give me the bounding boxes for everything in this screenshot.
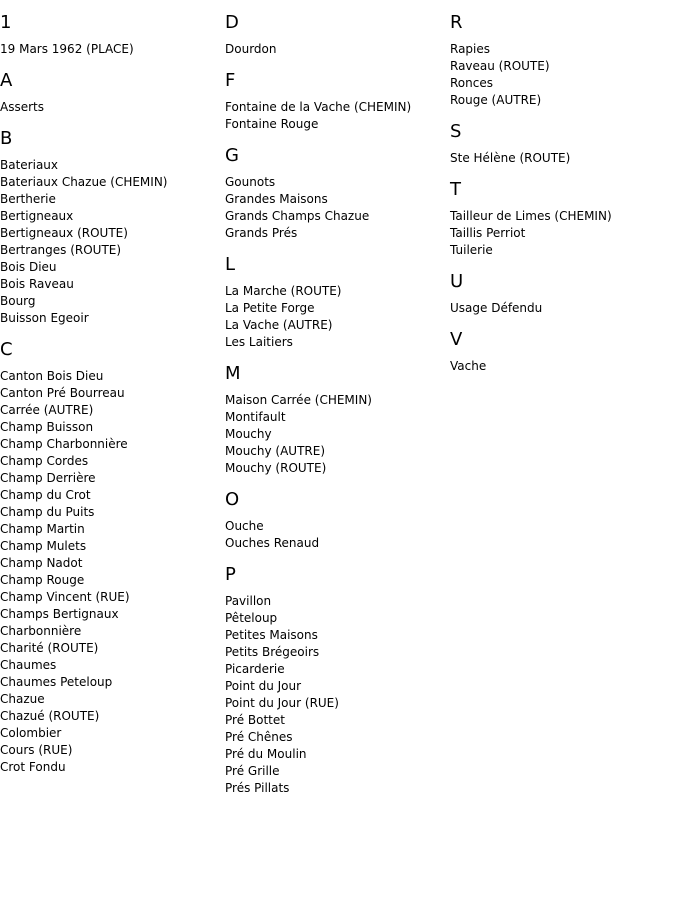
street-link[interactable]: Usage Défendu [450, 301, 543, 315]
letter-heading: D [225, 12, 239, 33]
street-list [450, 150, 675, 167]
street-link[interactable]: La Marche (ROUTE) [225, 284, 342, 298]
letter-heading: U [450, 271, 464, 292]
street-link[interactable]: Chazué (ROUTE) [0, 709, 100, 723]
street-link[interactable]: Les Laitiers [225, 335, 293, 349]
letter-group [0, 338, 225, 776]
street-link[interactable]: Chazue [0, 692, 45, 706]
street-link[interactable]: Chaumes Peteloup [0, 675, 113, 689]
street-link[interactable]: Raveau (ROUTE) [450, 59, 550, 73]
street-link[interactable]: Rapies [450, 42, 491, 56]
street-link[interactable]: Champ Derrière [0, 471, 96, 485]
street-link[interactable]: Champ du Crot [0, 488, 91, 502]
street-link[interactable]: Fontaine de la Vache (CHEMIN) [225, 100, 412, 114]
letter-group [450, 178, 675, 259]
street-list [225, 283, 450, 351]
street-link[interactable]: Mouchy (AUTRE) [225, 444, 326, 458]
letter-heading: B [0, 128, 13, 149]
street-link[interactable]: Canton Pré Bourreau [0, 386, 125, 400]
letter-group [225, 11, 450, 58]
street-list [225, 518, 450, 552]
street-link[interactable]: Dourdon [225, 42, 277, 56]
street-link[interactable]: Taillis Perriot [450, 226, 526, 240]
letter-group [0, 11, 225, 58]
street-link[interactable]: Pavillon [225, 594, 272, 608]
street-link[interactable]: Tuilerie [450, 243, 493, 257]
street-link[interactable]: Montifault [225, 410, 286, 424]
street-link[interactable]: Prés Pillats [225, 781, 290, 795]
street-list [450, 300, 675, 317]
street-link[interactable]: Bateriaux Chazue (CHEMIN) [0, 175, 168, 189]
street-link[interactable]: Champ Vincent (RUE) [0, 590, 130, 604]
street-link[interactable]: Cours (RUE) [0, 743, 73, 757]
street-link[interactable]: Ouche [225, 519, 264, 533]
street-link[interactable]: Grands Prés [225, 226, 298, 240]
street-link[interactable]: Bertranges (ROUTE) [0, 243, 122, 257]
street-link[interactable]: Bertigneaux [0, 209, 74, 223]
street-list [225, 41, 450, 58]
street-link[interactable]: Champ Mulets [0, 539, 87, 553]
letter-group [450, 11, 675, 109]
street-link[interactable]: Mouchy [225, 427, 272, 441]
index-column [0, 11, 225, 787]
letter-heading: C [0, 339, 13, 360]
street-link[interactable]: Fontaine Rouge [225, 117, 319, 131]
street-link[interactable]: Champ Charbonnière [0, 437, 128, 451]
street-link[interactable]: Champ du Puits [0, 505, 95, 519]
street-link[interactable]: Tailleur de Limes (CHEMIN) [450, 209, 612, 223]
street-list [0, 368, 225, 776]
street-link[interactable]: La Petite Forge [225, 301, 315, 315]
street-list [225, 392, 450, 477]
street-link[interactable]: Point du Jour (RUE) [225, 696, 339, 710]
street-link[interactable]: Vache [450, 359, 487, 373]
street-list [450, 208, 675, 259]
letter-group [225, 563, 450, 797]
street-list [0, 41, 225, 58]
street-list [225, 174, 450, 242]
street-link[interactable]: Champ Nadot [0, 556, 83, 570]
street-link[interactable]: Ronces [450, 76, 493, 90]
street-link[interactable]: Canton Bois Dieu [0, 369, 104, 383]
letter-heading: P [225, 564, 236, 585]
street-list [450, 41, 675, 109]
street-link[interactable]: Bertigneaux (ROUTE) [0, 226, 128, 240]
street-link[interactable]: Petits Brégeoirs [225, 645, 320, 659]
index-column [225, 11, 450, 808]
letter-group [450, 328, 675, 375]
street-link[interactable]: Gounots [225, 175, 276, 189]
street-link[interactable]: Bateriaux [0, 158, 59, 172]
street-link[interactable]: Bourg [0, 294, 36, 308]
street-link[interactable]: Champs Bertignaux [0, 607, 119, 621]
street-link[interactable]: Champ Martin [0, 522, 85, 536]
street-link[interactable]: Petites Maisons [225, 628, 318, 642]
street-list [450, 358, 675, 375]
street-link[interactable]: Mouchy (ROUTE) [225, 461, 327, 475]
street-list [0, 157, 225, 327]
letter-heading: L [225, 254, 236, 275]
street-link[interactable]: Champ Rouge [0, 573, 85, 587]
street-link[interactable]: Pré Chênes [225, 730, 293, 744]
street-list [225, 99, 450, 133]
letter-heading: S [450, 121, 462, 142]
letter-heading: F [225, 70, 236, 91]
street-link[interactable]: Crot Fondu [0, 760, 66, 774]
street-link[interactable]: Champ Cordes [0, 454, 89, 468]
street-link[interactable]: Chaumes [0, 658, 57, 672]
street-list [0, 99, 225, 116]
street-link[interactable]: Grands Champs Chazue [225, 209, 370, 223]
street-link[interactable]: 19 Mars 1962 (PLACE) [0, 42, 134, 56]
letter-group [225, 69, 450, 133]
street-link[interactable]: Pré Grille [225, 764, 280, 778]
street-list [225, 593, 450, 797]
street-link[interactable]: Point du Jour [225, 679, 302, 693]
street-link[interactable]: Picarderie [225, 662, 285, 676]
street-link[interactable]: Pré du Moulin [225, 747, 307, 761]
street-link[interactable]: Pêteloup [225, 611, 278, 625]
street-link[interactable]: Charité (ROUTE) [0, 641, 99, 655]
street-link[interactable]: La Vache (AUTRE) [225, 318, 333, 332]
letter-group [0, 127, 225, 327]
letter-group [225, 488, 450, 552]
letter-heading: V [450, 329, 463, 350]
street-link[interactable]: Maison Carrée (CHEMIN) [225, 393, 372, 407]
street-link[interactable]: Carrée (AUTRE) [0, 403, 94, 417]
letter-group [225, 144, 450, 242]
street-link[interactable]: Ste Hélène (ROUTE) [450, 151, 571, 165]
letter-heading: 1 [0, 12, 12, 33]
street-link[interactable]: Buisson Egeoir [0, 311, 89, 325]
letter-heading: M [225, 363, 241, 384]
letter-heading: A [0, 70, 13, 91]
street-link[interactable]: Bois Raveau [0, 277, 74, 291]
index-column [450, 11, 675, 386]
letter-group [225, 362, 450, 477]
letter-group [450, 120, 675, 167]
street-link[interactable]: Grandes Maisons [225, 192, 328, 206]
letter-heading: T [450, 179, 461, 200]
letter-heading: O [225, 489, 240, 510]
letter-group [225, 253, 450, 351]
street-link[interactable]: Rouge (AUTRE) [450, 93, 542, 107]
letter-group [450, 270, 675, 317]
street-link[interactable]: Bertherie [0, 192, 56, 206]
street-link[interactable]: Colombier [0, 726, 62, 740]
street-link[interactable]: Champ Buisson [0, 420, 94, 434]
letter-heading: G [225, 145, 239, 166]
street-link[interactable]: Ouches Renaud [225, 536, 320, 550]
street-link[interactable]: Charbonnière [0, 624, 82, 638]
street-link[interactable]: Asserts [0, 100, 44, 114]
letter-heading: R [450, 12, 463, 33]
letter-group [0, 69, 225, 116]
street-link[interactable]: Bois Dieu [0, 260, 57, 274]
street-link[interactable]: Pré Bottet [225, 713, 285, 727]
